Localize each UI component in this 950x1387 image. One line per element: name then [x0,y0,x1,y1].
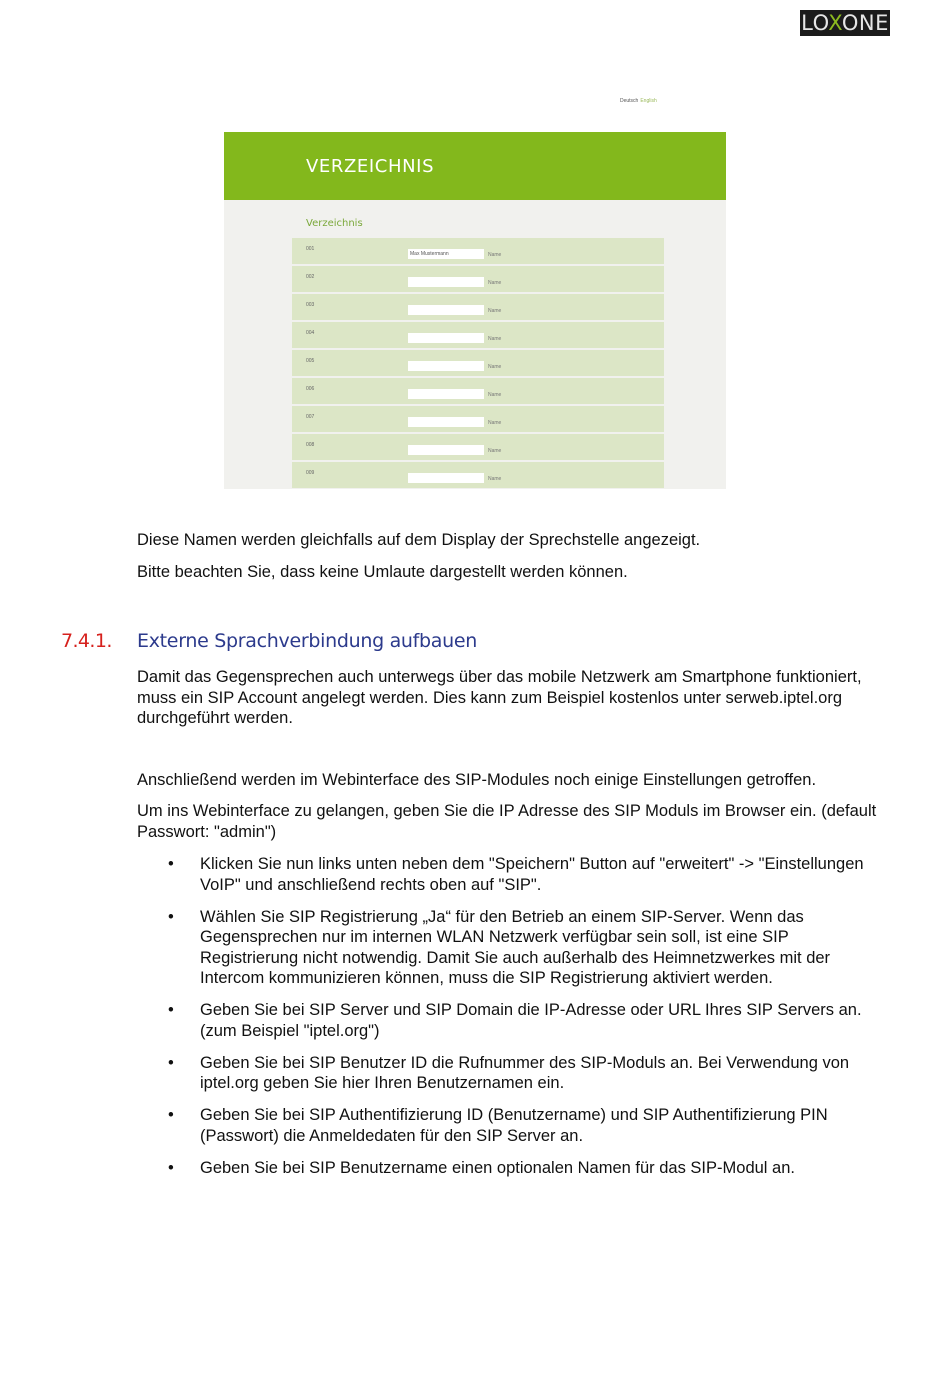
directory-row [292,462,664,488]
webinterface-screenshot [224,92,726,489]
instruction-list [168,854,888,1190]
directory-row [292,378,664,404]
name-input[interactable] [408,277,484,287]
bullet-marker: • [168,1001,174,1019]
directory-rows [292,238,664,489]
list-item [168,1000,888,1041]
row-index: 005 [306,358,315,364]
row-index: 008 [306,442,315,448]
directory-row [292,434,664,460]
paragraph-umlauts: Bitte beachten Sie, dass keine Umlaute dargestellt werden können. [137,563,628,581]
name-input[interactable] [408,417,484,427]
language-switch [620,98,657,104]
list-item [168,907,888,989]
row-index: 007 [306,414,315,420]
row-label: Name [488,420,502,426]
directory-panel [224,200,726,489]
logo-part-2: ONE [841,11,889,35]
paragraph-display-names: Diese Namen werden gleichfalls auf dem Display der Sprechstelle angezeigt. [137,531,701,549]
name-input[interactable] [408,333,484,343]
row-label: Name [488,336,502,342]
bullet-marker: • [168,1158,174,1177]
bullet-marker: • [168,907,174,926]
name-input[interactable] [408,473,484,483]
row-label: Name [488,364,502,370]
directory-row [292,406,664,432]
name-input[interactable] [408,249,484,259]
row-label: Name [488,448,502,454]
directory-row [292,322,664,348]
bullet-marker: • [168,1106,174,1124]
row-index: 001 [306,246,315,252]
panel-title: Verzeichnis [306,218,363,229]
directory-row [292,294,664,320]
name-input[interactable] [408,445,484,455]
lang-english-link[interactable]: English [640,98,657,104]
section-number: 7.4.1. [61,630,112,652]
hero-banner [224,132,726,200]
bullet-marker: • [168,1053,174,1072]
list-item-text: Wählen Sie SIP Registrierung „Ja“ für den Betrieb an einem SIP-Server. Wenn das Gegensprechen nur im internen WLAN Netzwerk verfügbar sein soll, ist eine SIP Registrierung nicht notwendig. Damit Sie auch außerhalb des Heimnetzwerkes mit der Intercom kommunizieren können, muss die SIP Registrierung aktiviert werden. [200,907,831,987]
logo-part-1: LO [801,11,829,35]
list-item [168,1105,888,1146]
hero-title: VERZEICHNIS [306,156,435,177]
loxone-logo [800,10,890,36]
row-label: Name [488,392,502,398]
list-item-text: Geben Sie bei SIP Benutzer ID die Rufnummer des SIP-Moduls an. Bei Verwendung von iptel.org geben Sie hier Ihren Benutzernamen ein. [200,1053,850,1092]
directory-row [292,350,664,376]
row-index: 004 [306,330,315,336]
row-index: 003 [306,302,315,308]
name-input[interactable] [408,361,484,371]
paragraph-sip-account: Damit das Gegensprechen auch unterwegs über das mobile Netzwerk am Smartphone funktioniert, muss ein SIP Account angelegt werden. Dies kann zum Beispiel kostenlos unter serweb.iptel.org durchgeführt werden. [137,668,862,727]
directory-row [292,266,664,292]
lang-deutsch-link[interactable]: Deutsch [620,98,639,104]
list-item [168,1053,888,1094]
directory-row [292,238,664,264]
row-label: Name [488,476,502,482]
list-item-text: Geben Sie bei SIP Benutzername einen optionalen Namen für das SIP-Modul an. [200,1158,795,1177]
logo-part-x: X [828,11,842,35]
row-label: Name [488,280,502,286]
row-index: 006 [306,386,315,392]
name-input[interactable] [408,305,484,315]
row-label: Name [488,308,502,314]
row-index: 002 [306,274,315,280]
list-item-text: Geben Sie bei SIP Authentifizierung ID (Benutzername) und SIP Authentifizierung PIN (Passwort) die Anmeldedaten für den SIP Server an. [200,1106,828,1145]
list-item [168,854,888,895]
paragraph-webinterface: Um ins Webinterface zu gelangen, geben Sie die IP Adresse des SIP Moduls im Browser ein. (default Passwort: "admin") [137,802,877,841]
row-index: 009 [306,470,315,476]
name-input[interactable] [408,389,484,399]
list-item-text: Geben Sie bei SIP Server und SIP Domain die IP-Adresse oder URL Ihres SIP Servers an. (zum Beispiel "iptel.org") [200,1001,862,1040]
list-item [168,1158,888,1179]
paragraph-settings: Anschließend werden im Webinterface des SIP-Modules noch einige Einstellungen getroffen. [137,771,817,789]
bullet-marker: • [168,855,174,873]
list-item-text: Klicken Sie nun links unten neben dem "Speichern" Button auf "erweitert" -> "Einstellungen VoIP" und anschließend rechts oben auf "SIP". [200,855,864,894]
section-title: Externe Sprachverbindung aufbauen [137,630,478,652]
row-label: Name [488,252,502,258]
